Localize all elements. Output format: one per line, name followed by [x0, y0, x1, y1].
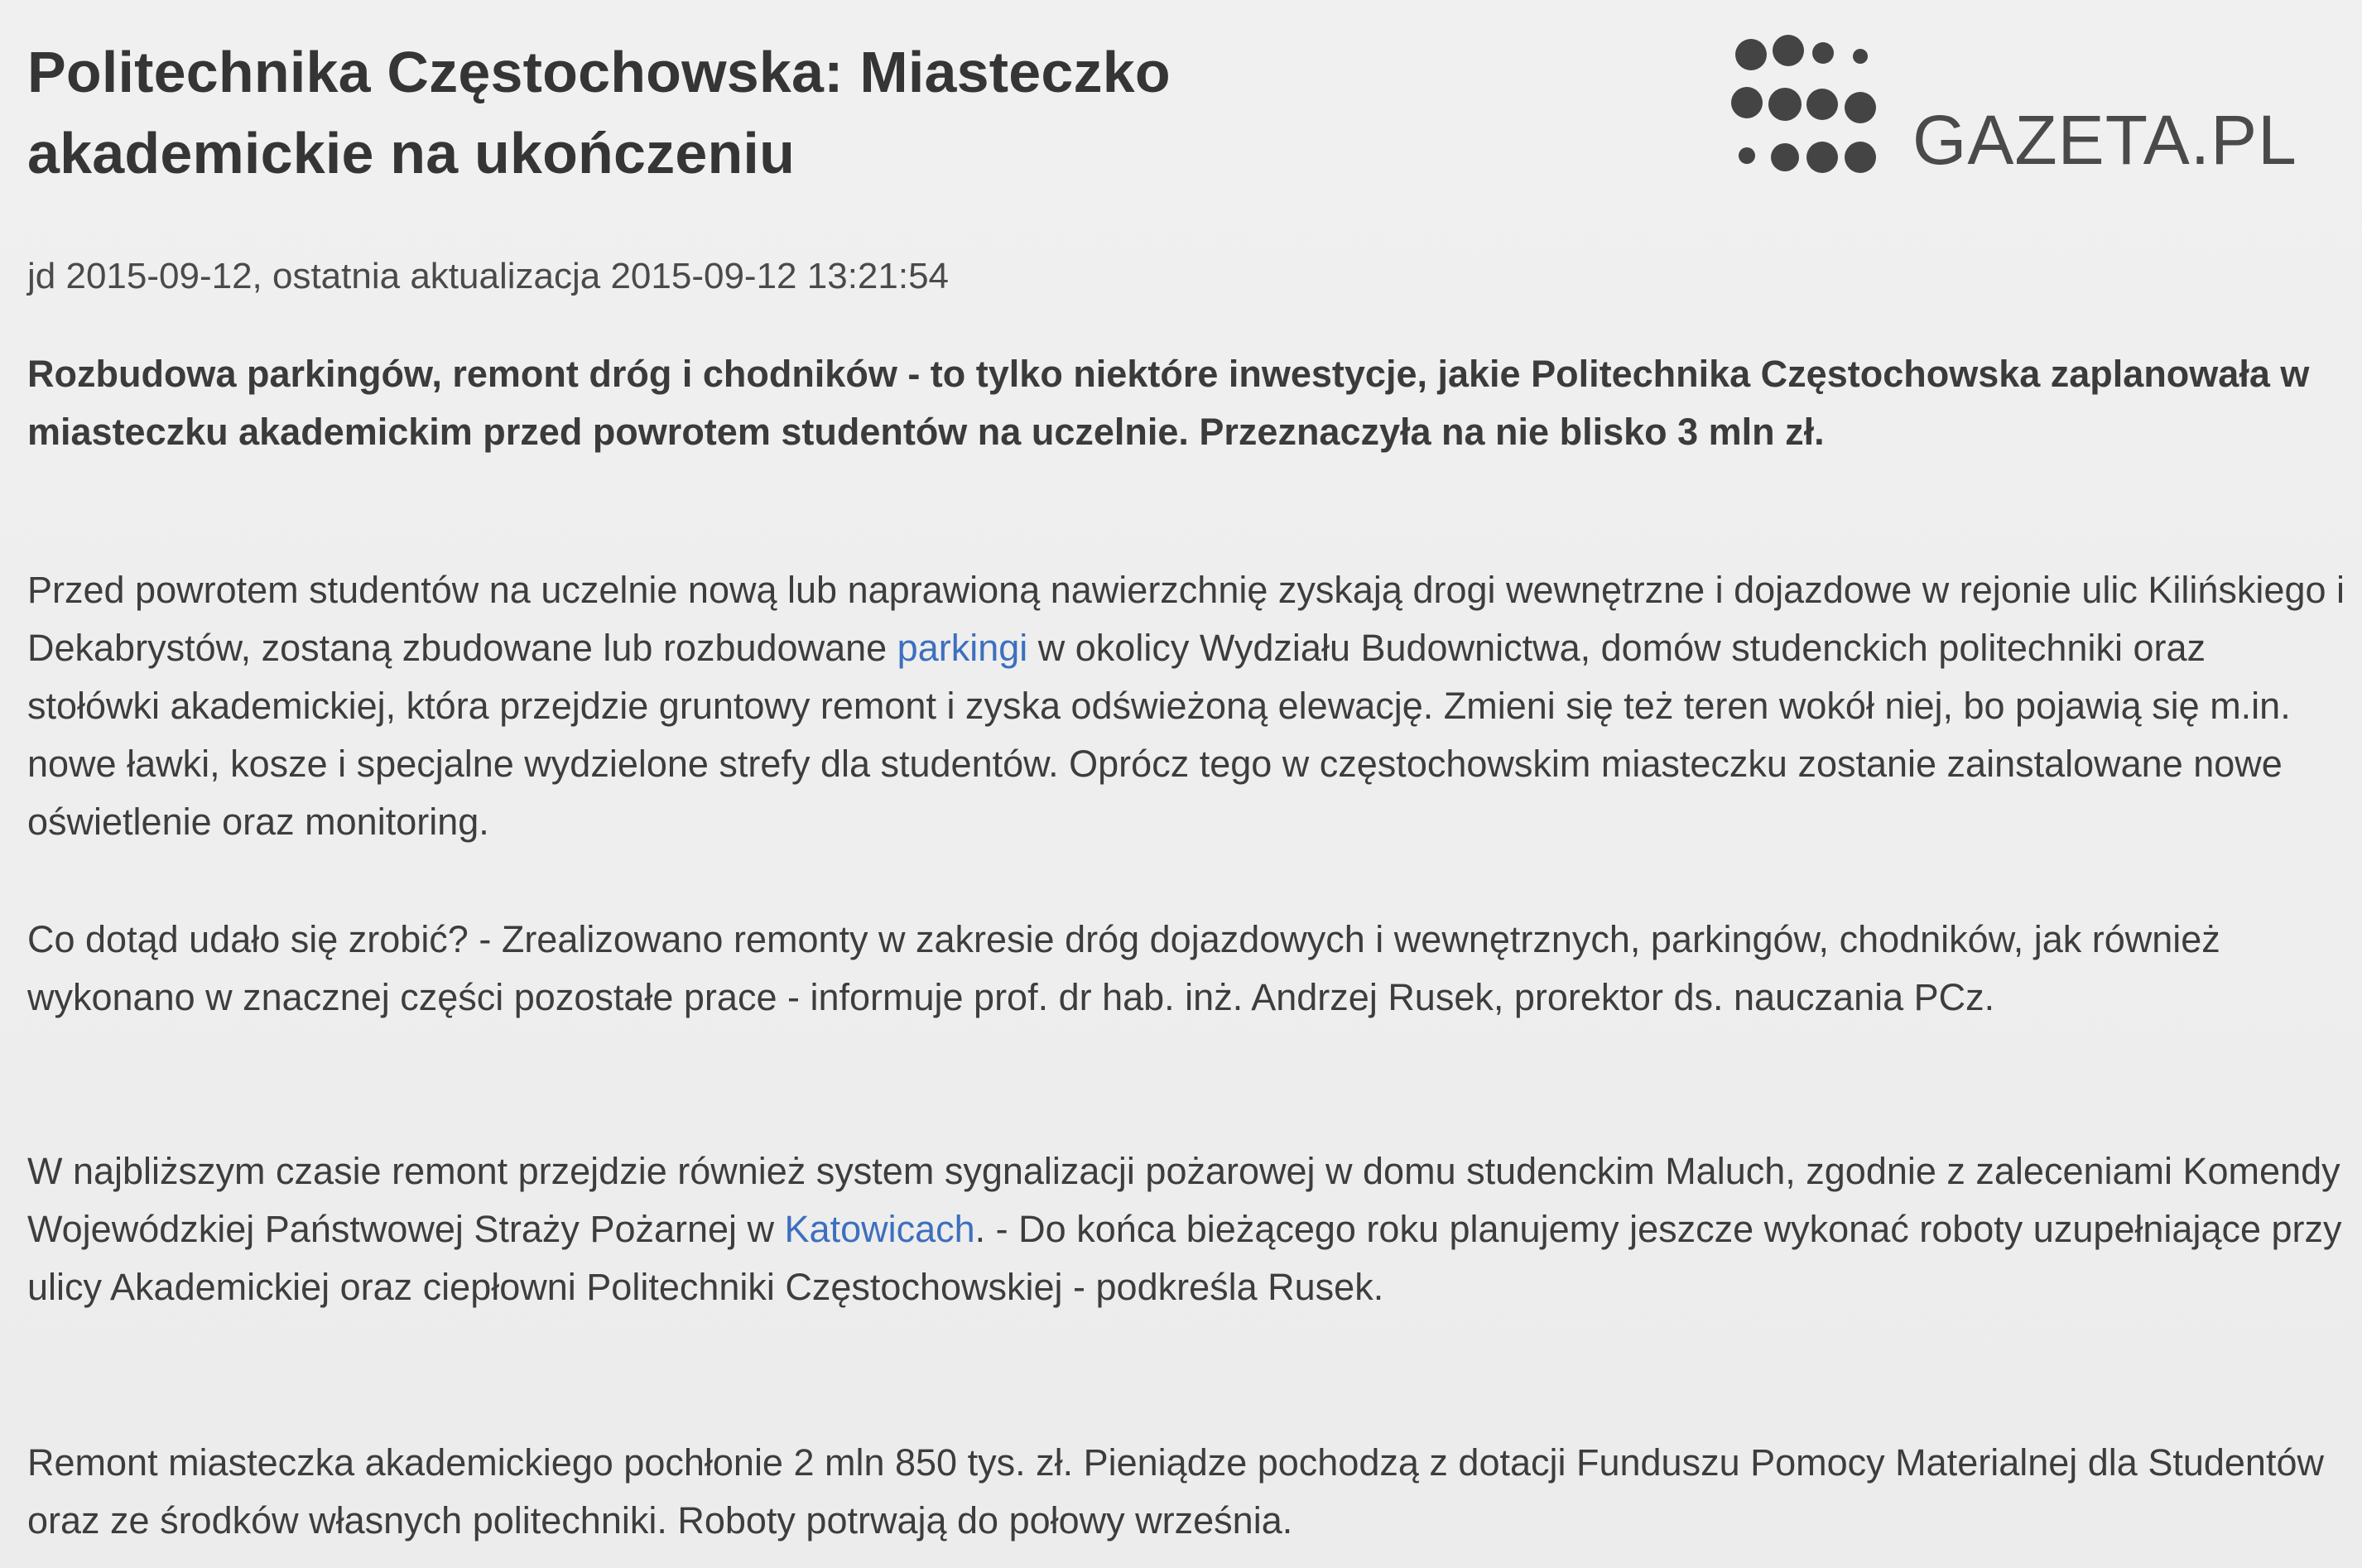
article-paragraph-4: Remont miasteczka akademickiego pochłonie 2 mln 850 tys. zł. Pieniądze pochodzą z dotacji Funduszu Pomocy Materialnej dla Studentów oraz ze środków własnych politechniki. Roboty potrwają do połowy września.	[27, 1441, 2324, 1542]
article-paragraph-1	[27, 561, 2345, 851]
link-katowicach[interactable]: Katowicach	[784, 1208, 975, 1250]
dot-grid-logo-icon	[1722, 30, 1912, 187]
logo-wordmark: GAZETA.PL	[1912, 101, 2297, 179]
paragraph-text: Przed powrotem studentów na uczelnie nową lub naprawioną nawierzchnię zyskają drogi wewnętrzne i dojazdowe w rejonie ulic Kilińskiego i Dekabrystów, zostaną zbudowane lub rozbudowane	[27, 569, 2345, 669]
paragraph-text: w okolicy Wydziału Budownictwa, domów studenckich politechniki oraz stołówki akademickiej, która przejdzie gruntowy remont i zyska odświeżoną elewację. Zmieni się też teren wokół niej, bo pojawią się m.in. nowe ławki, kosze i specjalne wydzielone strefy dla studentów. Oprócz tego w częstochowskim miasteczku zostanie zainstalowane nowe oświetlenie oraz monitoring.	[27, 627, 2291, 843]
article-paragraph-3	[27, 1142, 2345, 1316]
article-title: Politechnika Częstochowska: Miasteczko akademickie na ukończeniu	[27, 40, 1171, 185]
article-lead: Rozbudowa parkingów, remont dróg i chodników - to tylko niektóre inwestycje, jakie Politechnika Częstochowska zaplanowała w miasteczku akademickim przed powrotem studentów na uczelnie. Przeznaczyła na nie blisko 3 mln zł.	[27, 353, 2310, 453]
article-paragraph-2: Co dotąd udało się zrobić? - Zrealizowano remonty w zakresie dróg dojazdowych i wewnętrznych, parkingów, chodników, jak również wykonano w znacznej części pozostałe prace - informuje prof. dr hab. inż. Andrzej Rusek, prorektor ds. nauczania PCz.	[27, 918, 2220, 1018]
link-parkingi[interactable]: parkingi	[897, 627, 1028, 669]
gazeta-logo[interactable]	[1722, 30, 2351, 187]
article-byline: jd 2015-09-12, ostatnia aktualizacja 2015-09-12 13:21:54	[27, 256, 950, 296]
paragraph-text: W najbliższym czasie remont przejdzie również system sygnalizacji pożarowej w domu studenckim Maluch, zgodnie z zaleceniami Komendy Wojewódzkiej Państwowej Straży Pożarnej w	[27, 1150, 2340, 1250]
paragraph-text: . - Do końca bieżącego roku planujemy jeszcze wykonać roboty uzupełniające przy ulicy Akademickiej oraz ciepłowni Politechniki Częstochowskiej - podkreśla Rusek.	[27, 1208, 2342, 1308]
